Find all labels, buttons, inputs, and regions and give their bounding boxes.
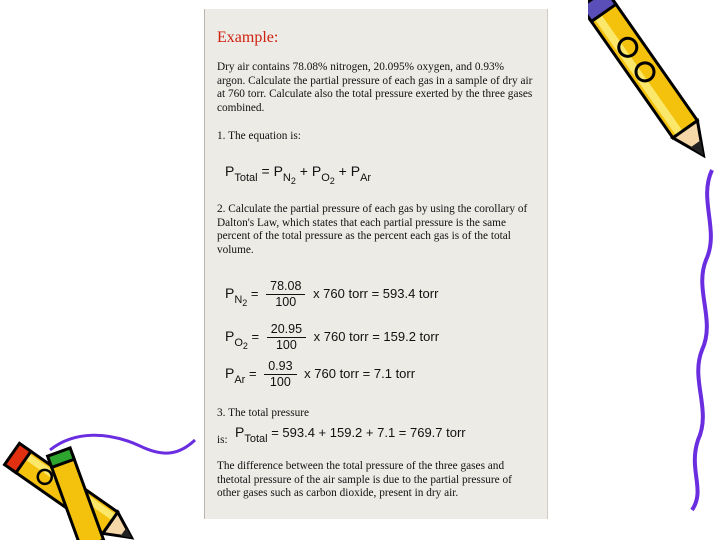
argon-equation: $P_{Ar}$ = $\frac{0.93}{100}$ x 760 torr = 7.1 torr xyxy=(225,359,416,389)
step-2: 2. Calculate the partial pressure of each gas by using the corollary of Dalton's Law, which states that each partial pressure is the same percent of the total pressure as the percent each gas is of the total volume. xyxy=(217,203,528,256)
example-panel xyxy=(204,9,548,519)
step-1: 1. The equation is: xyxy=(217,130,301,142)
total-sum-equation: $P_{Total} = 593.4 + 159.2 + 7.1 = 769.7$ torr xyxy=(235,424,466,445)
example-title: Example: xyxy=(217,29,279,46)
oxygen-equation: $P_{O2}$ = $\frac{20.95}{100}$ x 760 torr = 159.2 torr xyxy=(225,322,440,352)
problem-text: Dry air contains 78.08% nitrogen, 20.095% oxygen, and 0.93% argon. Calculate the partial pressure of each gas in a sample of dry air at 760 torr. Calculate also the total pressure exerted by the three gases combined. xyxy=(217,61,533,114)
step-3: 3. The total pressure xyxy=(217,407,310,419)
pencil-icon xyxy=(0,420,200,540)
nitrogen-fraction: $\frac{78.08}{100}$ xyxy=(266,279,305,310)
argon-fraction: $\frac{0.93}{100}$ xyxy=(264,359,296,390)
oxygen-fraction: $\frac{20.95}{100}$ xyxy=(267,322,306,353)
step-3-is: is: xyxy=(217,434,228,446)
nitrogen-equation: $P_{N2}$ = $\frac{78.08}{100}$ x 760 torr = 593.4 torr xyxy=(225,279,439,309)
pencil-icon xyxy=(588,0,720,520)
total-pressure-equation: $P_{Total} = P_{N2} + P_{O2} + P_{Ar}$ xyxy=(225,163,372,186)
conclusion-text: The difference between the total pressure of the three gases and thetotal pressure of the air sample is due to the partial pressure of other gases such as carbon dioxide, present in dry air. xyxy=(217,460,512,500)
